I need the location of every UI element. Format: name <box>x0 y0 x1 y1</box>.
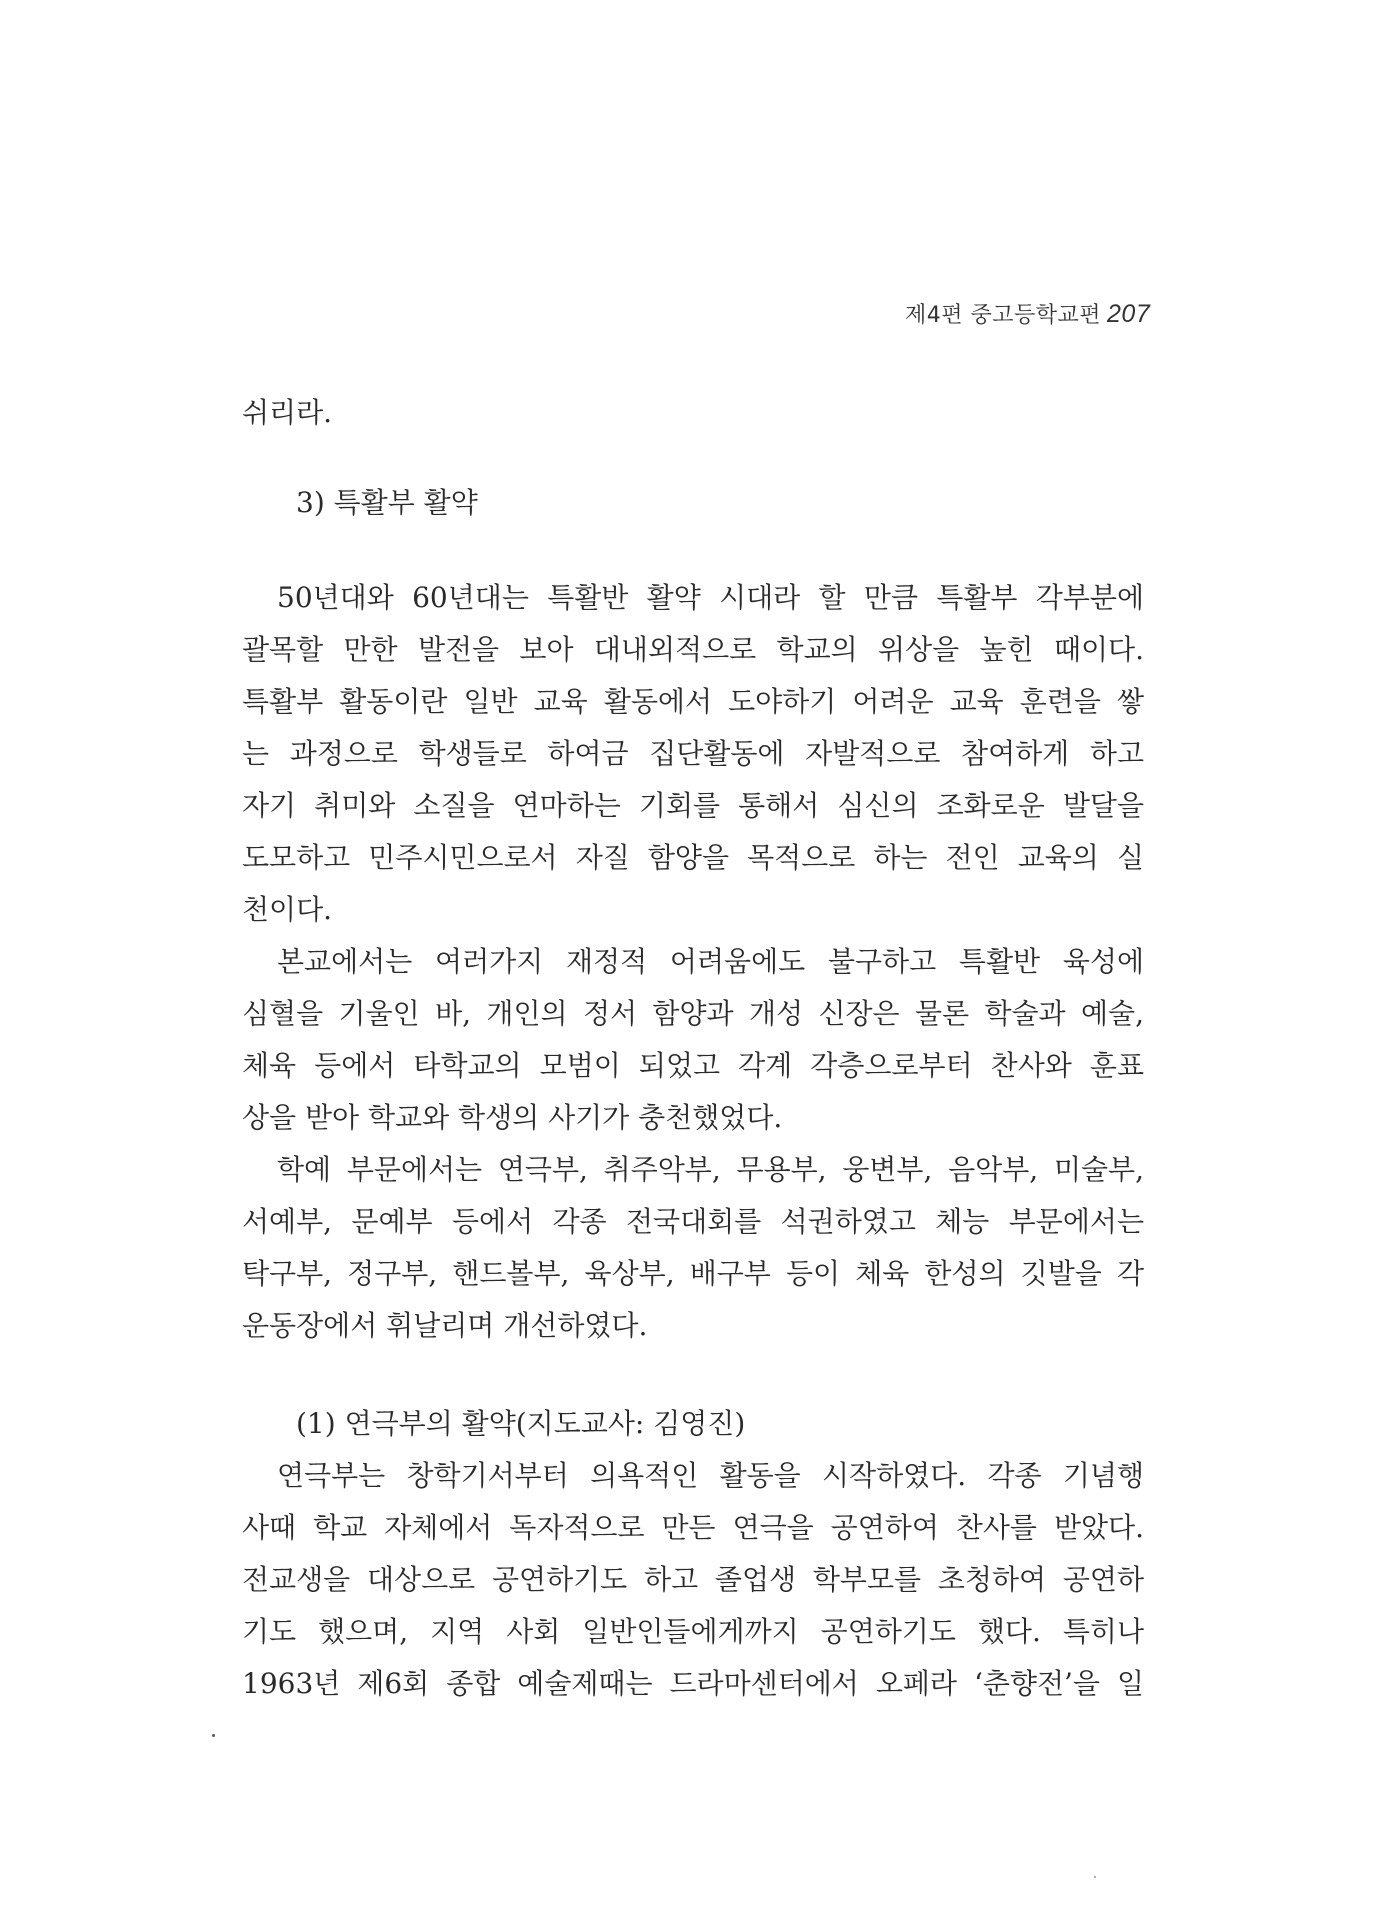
paragraph-line: 는 과정으로 학생들로 하여금 집단활동에 자발적으로 참여하게 하고 <box>242 737 1144 770</box>
scan-speck <box>1094 1876 1096 1878</box>
paragraph-line: 50년대와 60년대는 특활반 활약 시대라 할 만큼 특활부 각부분에 <box>277 581 1144 614</box>
paragraph-line: 연극부는 창학기서부터 의욕적인 활동을 시작하였다. 각종 기념행 <box>277 1459 1144 1492</box>
subsection-heading: (1) 연극부의 활약(지도교사: 김영진) <box>296 1407 746 1440</box>
paragraph-line: 기도 했으며, 지역 사회 일반인들에게까지 공연하기도 했다. 특히나 <box>242 1615 1144 1648</box>
paragraph-line: 탁구부, 정구부, 핸드볼부, 육상부, 배구부 등이 체육 한성의 깃발을 각 <box>242 1257 1144 1290</box>
paragraph-line: 자기 취미와 소질을 연마하는 기회를 통해서 심신의 조화로운 발달을 <box>242 789 1144 822</box>
intro-line: 쉬리라. <box>242 396 333 429</box>
paragraph-line: 본교에서는 여러가지 재정적 어려움에도 불구하고 특활반 육성에 <box>277 945 1144 978</box>
paragraph-line: 운동장에서 휘날리며 개선하였다. <box>242 1309 648 1342</box>
scan-speck <box>212 1734 215 1737</box>
paragraph-line: 사때 학교 자체에서 독자적으로 만든 연극을 공연하여 찬사를 받았다. <box>242 1511 1144 1544</box>
page-number: 207 <box>1107 300 1151 328</box>
paragraph-line: 특활부 활동이란 일반 교육 활동에서 도야하기 어려운 교육 훈련을 쌓 <box>242 685 1144 718</box>
section-heading: 3) 특활부 활약 <box>296 486 478 519</box>
paragraph-line: 학예 부문에서는 연극부, 취주악부, 무용부, 웅변부, 음악부, 미술부, <box>277 1153 1144 1186</box>
paragraph-line: 서예부, 문예부 등에서 각종 전국대회를 석권하였고 체능 부문에서는 <box>242 1205 1144 1238</box>
paragraph-line: 도모하고 민주시민으로서 자질 함양을 목적으로 하는 전인 교육의 실 <box>242 841 1144 874</box>
paragraph-line: 체육 등에서 타학교의 모범이 되었고 각계 각층으로부터 찬사와 훈표 <box>242 1049 1144 1082</box>
paragraph-line: 심혈을 기울인 바, 개인의 정서 함양과 개성 신장은 물론 학술과 예술, <box>242 997 1144 1030</box>
paragraph-line: 상을 받아 학교와 학생의 사기가 충천했었다. <box>242 1101 783 1134</box>
paragraph-line: 1963년 제6회 종합 예술제때는 드라마센터에서 오페라 ‘춘향전’을 일 <box>242 1667 1144 1700</box>
paragraph-line: 천이다. <box>242 893 333 926</box>
paragraph-line: 전교생을 대상으로 공연하기도 하고 졸업생 학부모를 초청하여 공연하 <box>242 1563 1144 1596</box>
section-title: 제4편 중고등학교편 <box>905 303 1102 328</box>
paragraph-line: 괄목할 만한 발전을 보아 대내외적으로 학교의 위상을 높힌 때이다. <box>242 633 1144 666</box>
page-header <box>905 298 1150 329</box>
